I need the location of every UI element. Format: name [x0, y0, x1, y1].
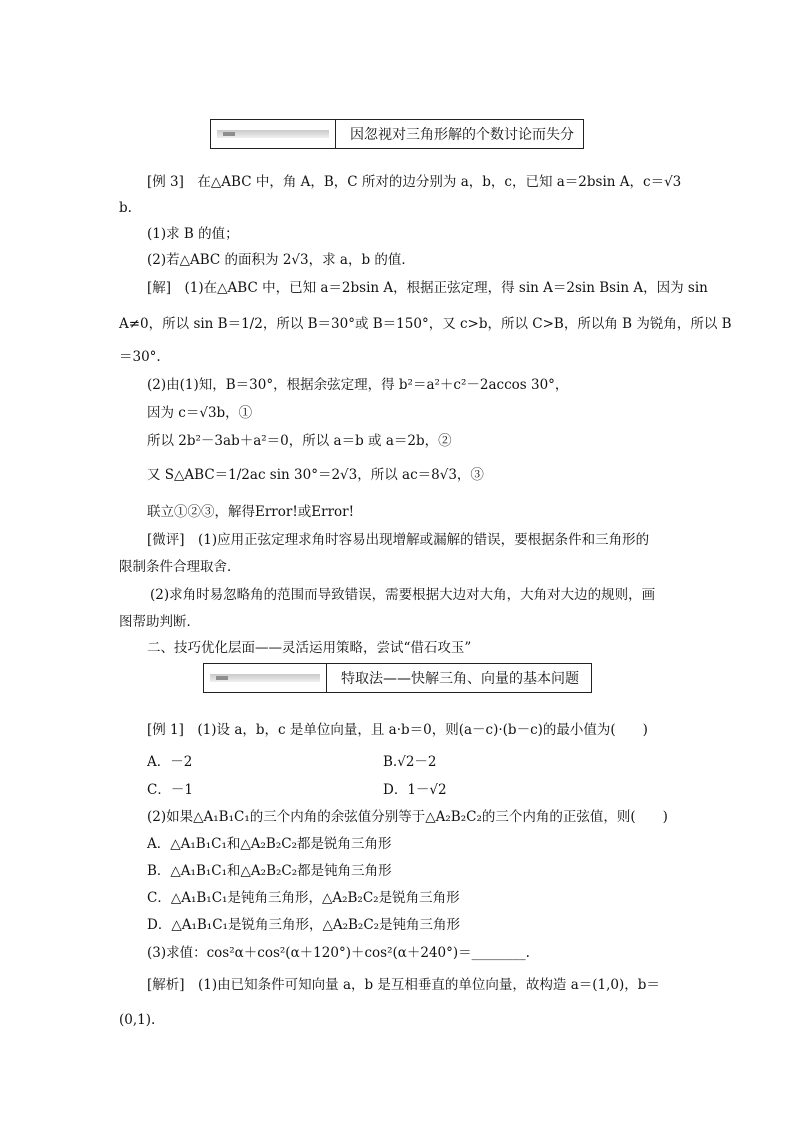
section-header-box-2 [203, 663, 592, 693]
text-line: (2)由(1)知，B＝30°，根据余弦定理，得 b²＝a²＋c²－2accos 30°， [147, 377, 569, 393]
section-heading: 二、技巧优化层面——灵活运用策略，尝试“借石攻玉” [147, 640, 472, 656]
text-line: D．△A₁B₁C₁是锐角三角形，△A₂B₂C₂是钝角三角形 [147, 917, 461, 933]
text-line: C．△A₁B₁C₁是钝角三角形，△A₂B₂C₂是锐角三角形 [147, 890, 460, 906]
text-line: 又 S△ABC＝1/2ac sin 30°＝2√3，所以 ac＝8√3，③ [147, 467, 484, 483]
text-line: ＝30°. [119, 349, 161, 365]
text-line: A≠0，所以 sin B＝1/2，所以 B＝30°或 B＝150°，又 c>b，所以 C>B，所以角 B 为锐角，所以 B [119, 316, 732, 332]
text-line: A．△A₁B₁C₁和△A₂B₂C₂都是锐角三角形 [147, 836, 392, 852]
text-line: [例 3] 在△ABC 中，角 A，B，C 所对的边分别为 a，b，c，已知 a＝2bsin A，c＝√3 [147, 174, 682, 190]
section-header-title: 因忽视对三角形解的个数讨论而失分 [350, 127, 574, 143]
text-line: (2)求角时易忽略角的范围而导致错误，需要根据大边对大角，大角对大边的规则，画 [150, 587, 656, 603]
text-line: 联立①②③，解得Error!或Error! [147, 504, 355, 520]
text-line: (2)如果△A₁B₁C₁的三个内角的余弦值分别等于△A₂B₂C₂的三个内角的正弦值，则( ) [147, 809, 668, 825]
text-line: b. [119, 200, 132, 216]
text-line: B．△A₁B₁C₁和△A₂B₂C₂都是钝角三角形 [147, 863, 392, 879]
section-header-title: 特取法——快解三角、向量的基本问题 [341, 671, 579, 687]
text-line: (0,1). [119, 1012, 156, 1028]
text-line: (1)求 B 的值； [147, 226, 239, 242]
text-line: (2)若△ABC 的面积为 2√3，求 a，b 的值． [147, 252, 415, 268]
section-header-box-1 [210, 119, 584, 149]
option-b: B.√2－2 [383, 754, 437, 770]
section-header-decoration [204, 664, 327, 692]
option-c: C．－1 [147, 782, 193, 798]
text-line: 图帮助判断． [119, 614, 200, 630]
option-a: A．－2 [147, 754, 193, 770]
text-line: (3)求值：cos²α＋cos²(α＋120°)＋cos²(α＋240°)＝________. [147, 945, 530, 961]
option-d: D．1－√2 [383, 782, 447, 798]
text-line: 限制条件合理取舍． [119, 559, 241, 575]
text-line: [解] (1)在△ABC 中，已知 a＝2bsin A，根据正弦定理，得 sin A＝2sin Bsin A，因为 sin [147, 280, 708, 296]
header-bar-icon [210, 674, 320, 682]
text-line: 所以 2b²－3ab＋a²＝0，所以 a＝b 或 a＝2b，② [147, 433, 452, 449]
text-line: [微评] (1)应用正弦定理求角时容易出现增解或漏解的错误，要根据条件和三角形的 [147, 532, 650, 548]
text-line: 因为 c＝√3b，① [147, 405, 253, 421]
header-bar-icon [217, 130, 329, 138]
text-line: [解析] (1)由已知条件可知向量 a，b 是互相垂直的单位向量，故构造 a＝(1,0)，b＝ [147, 977, 660, 993]
question-line: [例 1] (1)设 a，b，c 是单位向量，且 a·b＝0，则(a－c)·(b－c)的最小值为( ) [147, 722, 648, 738]
section-header-decoration [211, 120, 336, 148]
